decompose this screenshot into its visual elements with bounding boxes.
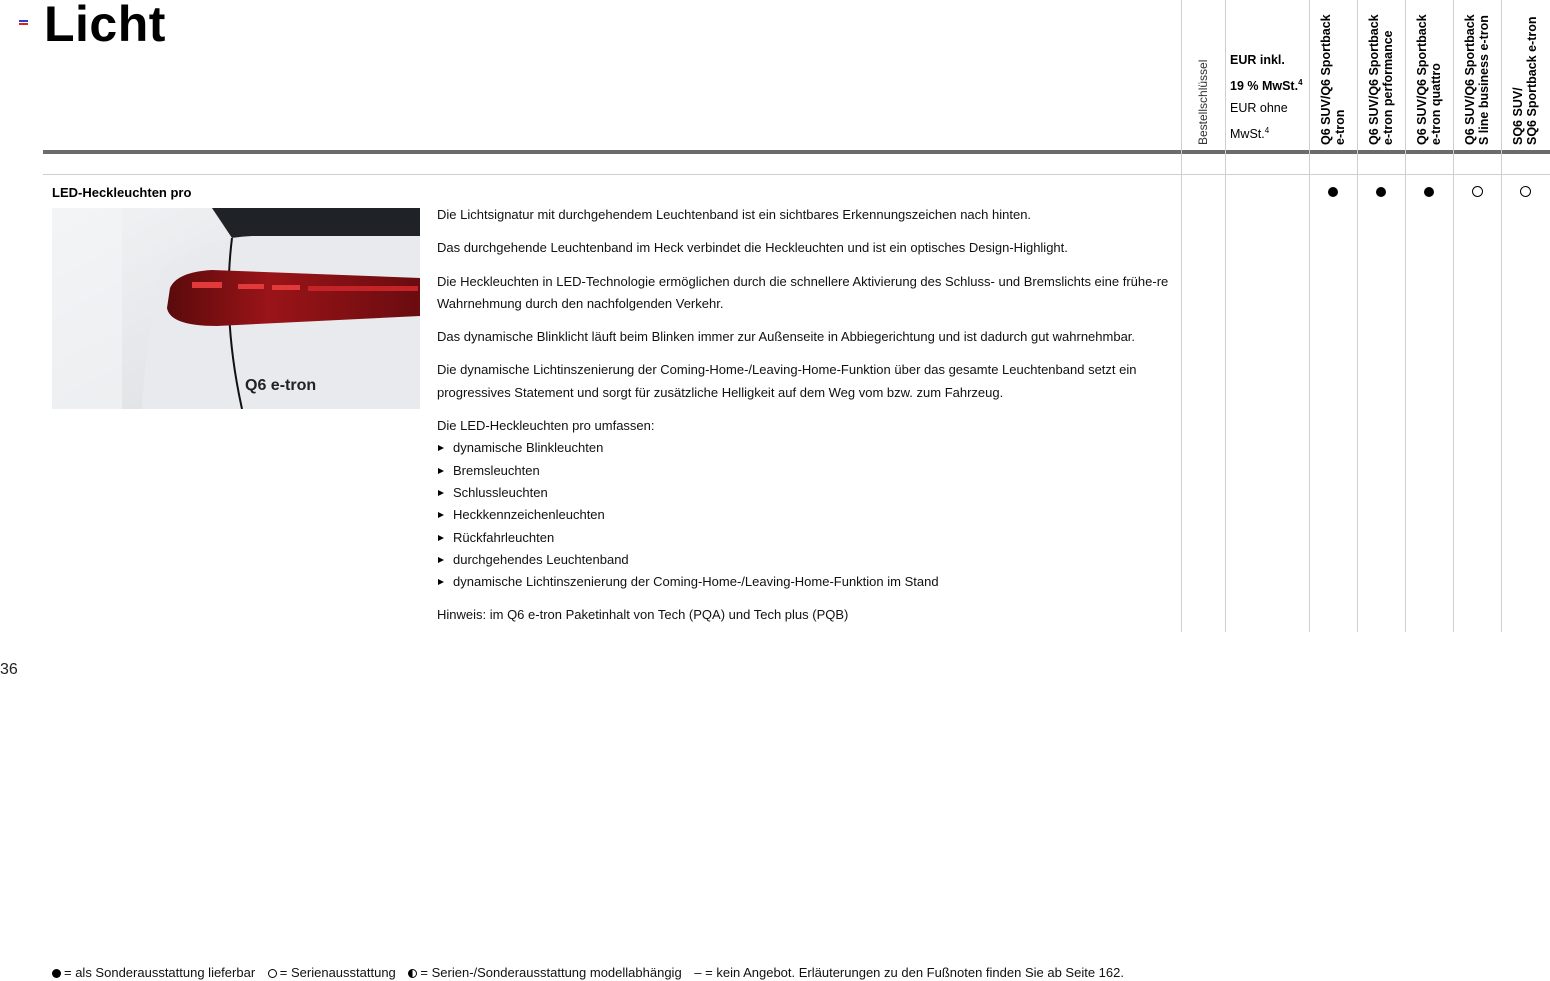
list-item: dynamische Blinkleuchten bbox=[437, 437, 1177, 459]
menu-icon[interactable] bbox=[19, 20, 28, 26]
item-title: LED-Heckleuchten pro bbox=[52, 185, 192, 200]
description-paragraph: Das dynamische Blinklicht läuft beim Blinken immer zur Außenseite in Abbiegerichtung und ist dadurch gut wahrnehmbar. bbox=[437, 329, 1136, 345]
list-intro: Die LED-Heckleuchten pro umfassen: bbox=[437, 418, 655, 434]
availability-mark-model-4 bbox=[1472, 186, 1483, 197]
list-item: Heckkennzeichenleuchten bbox=[437, 504, 1177, 526]
image-badge: Q6 e-tron bbox=[245, 377, 317, 394]
legend: = als Sonderausstattung lieferbar = Serienausstattung = Serien-/Sonderausstattung modellabhängig – = kein Angebot. Erläuterungen zu den Fußnoten finden Sie ab Seite 162. bbox=[52, 965, 1124, 980]
item-description bbox=[437, 204, 1177, 638]
availability-mark-model-2 bbox=[1376, 187, 1386, 197]
header-divider bbox=[43, 150, 1550, 154]
description-paragraph: Die Lichtsignatur mit durchgehendem Leuchtenband ist ein sichtbares Erkennungszeichen nach hinten. bbox=[437, 207, 1032, 222]
description-paragraph: Die Heckleuchten in LED-Technologie ermöglichen durch die schnellere Aktivierung des Schluss- und Bremslichts eine frühe-re Wahrnehmung durch den nachfolgenden Verkehr. bbox=[437, 273, 1169, 311]
availability-mark-model-5 bbox=[1520, 186, 1531, 197]
column-divider bbox=[1405, 0, 1406, 632]
availability-mark-model-1 bbox=[1328, 187, 1338, 197]
column-divider bbox=[1181, 0, 1182, 632]
filled-circle-icon bbox=[52, 969, 61, 978]
feature-list bbox=[437, 437, 1177, 593]
list-item: dynamische Lichtinszenierung der Coming-Home-/Leaving-Home-Funktion im Stand bbox=[437, 571, 1177, 593]
row-divider bbox=[43, 174, 1550, 175]
column-header-model-5: SQ6 SUV/ SQ6 Sportback e-tron bbox=[1511, 16, 1539, 145]
empty-circle-icon bbox=[268, 969, 277, 978]
half-circle-icon bbox=[408, 969, 417, 978]
taillight-photo bbox=[52, 208, 420, 409]
column-header-model-2: Q6 SUV/Q6 Sportback e-tron performance bbox=[1367, 14, 1395, 145]
column-divider bbox=[1309, 0, 1310, 632]
availability-mark-model-3 bbox=[1424, 187, 1434, 197]
page-title: Licht bbox=[44, 0, 166, 52]
column-header-price: EUR inkl. 19 % MwSt.$^4$ EUR ohne MwSt.$^4$ bbox=[1230, 53, 1303, 141]
list-item: Rückfahrleuchten bbox=[437, 527, 1177, 549]
page-number: 36 bbox=[0, 661, 18, 678]
list-item: Bremsleuchten bbox=[437, 460, 1177, 482]
description-paragraph: Das durchgehende Leuchtenband im Heck verbindet die Heckleuchten und ist ein optisches Design-Highlight. bbox=[437, 240, 1068, 256]
column-header-model-1: Q6 SUV/Q6 Sportback e-tron bbox=[1319, 14, 1347, 145]
column-header-model-3: Q6 SUV/Q6 Sportback e-tron quattro bbox=[1415, 14, 1443, 145]
column-header-model-4: Q6 SUV/Q6 Sportback S line business e-tron bbox=[1463, 14, 1491, 145]
column-divider bbox=[1357, 0, 1358, 632]
note: Hinweis: im Q6 e-tron Paketinhalt von Tech (PQA) und Tech plus (PQB) bbox=[437, 607, 849, 623]
column-divider bbox=[1225, 0, 1226, 632]
column-header-order-key: Bestellschlüssel bbox=[1196, 59, 1210, 145]
list-item: Schlussleuchten bbox=[437, 482, 1177, 504]
column-divider bbox=[1501, 0, 1502, 632]
description-paragraph: Die dynamische Lichtinszenierung der Coming-Home-/Leaving-Home-Funktion über das gesamte Leuchtenband setzt ein progressives Statement und sorgt für zusätzliche Helligkeit auf dem Weg vom bzw. zum Fahrzeug. bbox=[437, 362, 1137, 400]
column-divider bbox=[1453, 0, 1454, 632]
list-item: durchgehendes Leuchtenband bbox=[437, 549, 1177, 571]
